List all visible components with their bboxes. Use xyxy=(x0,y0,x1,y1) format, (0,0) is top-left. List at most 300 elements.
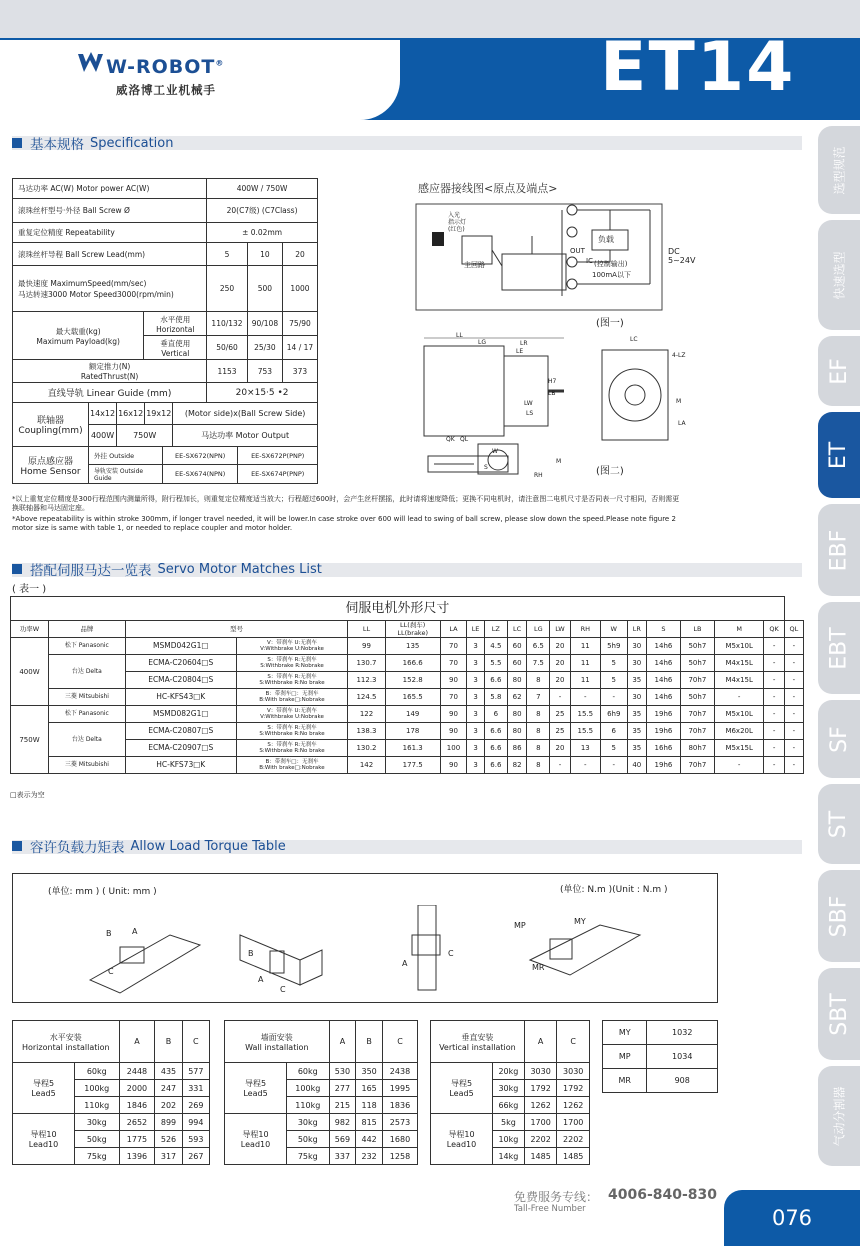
torque-cell: 2573 xyxy=(382,1114,417,1131)
brake-note-cell: S：带刹车 R:无刹车 S:Withbrake R:No brake xyxy=(236,672,348,689)
dim-cell: - xyxy=(784,706,803,723)
dim-cell: 80 xyxy=(507,723,526,740)
dim-cell: 14h6 xyxy=(647,638,681,655)
lead-cell: 导程10 Lead10 xyxy=(431,1114,493,1165)
dim-cell: 6.6 xyxy=(484,757,507,774)
brand-logo: W-ROBOT® xyxy=(106,56,225,78)
tab-et[interactable]: ET xyxy=(818,412,860,498)
load-cell: 110kg xyxy=(75,1097,120,1114)
col-header: B xyxy=(155,1021,182,1063)
torque-cell: 442 xyxy=(356,1131,383,1148)
servo-col-header: LA xyxy=(440,621,467,638)
dim-cell: 149 xyxy=(385,706,440,723)
dim-cell: 152.8 xyxy=(385,672,440,689)
dim-cell: 62 xyxy=(507,689,526,706)
torque-row xyxy=(13,1063,210,1080)
moment-mr: MR xyxy=(532,963,545,972)
dim-cell: 6.5 xyxy=(527,638,550,655)
spec-table: 马达功率 AC(W) Motor power AC(W) 400W / 750W 滚珠丝杆型号·外径 Ball Screw Ø 20(C7级) (C7Class) 重复定位精度 Repeatability ± 0.02mm 滚珠丝杆导程 Ball Screw Lead(mm) 5 10 20 最快速度 MaximumSpeed(mm/sec) 马达转速3000 Motor Speed3000(rpm/min) 250 500 1000 最大载重(kg) Maximum Payload(kg) 水平使用 Horizontal 110/132 90/108 75/90 垂直使用 Vertical 50/60 25/30 14 / 17 额定推力(N) RatedThrust(N) 1153 753 373 直线导轨 Linear Guide (mm) 20×15·5 •2 xyxy=(12,178,318,403)
sensor-table: 原点感应器 Home Sensor 外挂 Outside EE-SX672(NPN) EE-SX672P(PNP) 导轨安装 Outside Guide EE-SX674(NPN) EE-SX674P(PNP) xyxy=(12,446,318,484)
spec-section-title: 基本规格 Specification xyxy=(12,132,173,154)
torque-cell: 202 xyxy=(155,1097,182,1114)
dim-cell: 5 xyxy=(600,740,627,757)
dim-cell: - xyxy=(550,689,570,706)
dim-cell: 8 xyxy=(527,740,550,757)
dim-cell: 30 xyxy=(627,655,646,672)
vertical-torque-table xyxy=(430,1020,590,1165)
tab-sbf[interactable]: SBF xyxy=(818,870,860,962)
servo-col-header: 功率W xyxy=(11,621,49,638)
model-cell: HC-KFS73□K xyxy=(125,757,236,774)
dim-cell: 20 xyxy=(550,740,570,757)
brand-cell: 台达 Delta xyxy=(48,655,125,689)
axis-a: A xyxy=(132,927,138,936)
torque-row xyxy=(225,1063,418,1080)
note-en: *Above repeatability is within stroke 300mm, if longer travel needed, it will be lower.In case stroke over 600 will lead to swing of ball screw, please slow down the speed.Please note figure 2 motor size is same with table 1, or needed to replace coupler and motor holder. xyxy=(12,515,676,532)
load-cell: 10kg xyxy=(493,1131,525,1148)
servo-row xyxy=(11,757,804,774)
led-label: 入光 指示灯 (红色) xyxy=(448,212,467,233)
torque-cell: 530 xyxy=(329,1063,356,1080)
horiz-header: 水平安装 Horizontal installation xyxy=(13,1021,120,1063)
dim-cell: 30 xyxy=(627,689,646,706)
brake-note-cell: V：带刹车 U:无刹车 V:Withbrake U:Nobrake xyxy=(236,638,348,655)
dim-lw: LW xyxy=(524,400,533,407)
servo-row xyxy=(11,672,804,689)
moment-value: 1034 xyxy=(647,1045,718,1069)
load-cell: 30kg xyxy=(75,1114,120,1131)
dim-cell: 90 xyxy=(440,706,467,723)
col-header: A xyxy=(119,1021,155,1063)
dim-cell: 11 xyxy=(570,638,600,655)
brand-cell: 松下 Panasonic xyxy=(48,706,125,723)
servo-col-header: QK xyxy=(764,621,784,638)
load-cell: 20kg xyxy=(493,1063,525,1080)
servo-col-header: LR xyxy=(627,621,646,638)
dim-cell: 80 xyxy=(507,672,526,689)
tab-ebt[interactable]: EBT xyxy=(818,602,860,694)
servo-row xyxy=(11,689,804,706)
dim-cell: - xyxy=(714,689,764,706)
dim-cell: 142 xyxy=(348,757,386,774)
servo-col-header: LW xyxy=(550,621,570,638)
dim-cell: - xyxy=(764,655,784,672)
dim-cell: 3 xyxy=(467,757,485,774)
brand-cell: 三菱 Mitsubishi xyxy=(48,757,125,774)
torque-cell: 269 xyxy=(182,1097,209,1114)
load-cell: 50kg xyxy=(75,1131,120,1148)
dim-cell: M4x15L xyxy=(714,655,764,672)
dim-lb: LB xyxy=(548,390,556,397)
dim-cell: 70h7 xyxy=(680,757,714,774)
col-header: C xyxy=(557,1021,590,1063)
dim-cell: - xyxy=(764,706,784,723)
dim-cell: 15.5 xyxy=(570,723,600,740)
torque-cell: 1792 xyxy=(524,1080,557,1097)
torque-cell: 899 xyxy=(155,1114,182,1131)
tab-sbt[interactable]: SBT xyxy=(818,968,860,1060)
dim-cell: 90 xyxy=(440,672,467,689)
servo-col-header: QL xyxy=(784,621,803,638)
load-cell: 14kg xyxy=(493,1148,525,1165)
col-header: C xyxy=(182,1021,209,1063)
dim-cell: 178 xyxy=(385,723,440,740)
dim-cell: 6.6 xyxy=(484,723,507,740)
dim-cell: 35 xyxy=(627,723,646,740)
torque-row xyxy=(431,1114,590,1131)
dim-ls: LS xyxy=(526,410,534,417)
dim-h7: H7 xyxy=(548,378,557,385)
dim-le: LE xyxy=(516,348,524,355)
col-header: B xyxy=(356,1021,383,1063)
dim-lr: LR xyxy=(520,340,528,347)
dim-cell: 40 xyxy=(627,757,646,774)
dim-cell: 19h6 xyxy=(647,723,681,740)
torque-section-title: 容许负载力矩表 Allow Load Torque Table xyxy=(12,835,286,857)
lead-cell: 导程5 Lead5 xyxy=(431,1063,493,1114)
servo-col-header: LC xyxy=(507,621,526,638)
servo-col-header: M xyxy=(714,621,764,638)
power-cell: 750W xyxy=(11,706,49,774)
dim-cell: 8 xyxy=(527,723,550,740)
dim-cell: - xyxy=(550,757,570,774)
torque-cell: 2652 xyxy=(119,1114,155,1131)
dim-cell: 11 xyxy=(570,672,600,689)
dim-cell: 130.7 xyxy=(348,655,386,672)
header-logo-panel xyxy=(0,40,400,120)
torque-mounting-sketches xyxy=(60,905,700,1000)
dim-cell: 5h9 xyxy=(600,638,627,655)
dim-cell: - xyxy=(784,723,803,740)
torque-cell: 350 xyxy=(356,1063,383,1080)
servo-section-title: 搭配伺服马达一览表 Servo Motor Matches List xyxy=(12,558,322,580)
dim-cell: 20 xyxy=(550,655,570,672)
load-cell: 50kg xyxy=(287,1131,330,1148)
torque-cell: 577 xyxy=(182,1063,209,1080)
wall-header: 墙面安装 Wall installation xyxy=(225,1021,330,1063)
brake-note-cell: B：带刹车□：无刹车 B:With brake□:Nobrake xyxy=(236,757,348,774)
vert-axis-c: C xyxy=(448,949,454,958)
out-label: OUT xyxy=(570,247,585,255)
torque-cell: 1485 xyxy=(557,1148,590,1165)
torque-cell: 3030 xyxy=(524,1063,557,1080)
dim-cell: - xyxy=(784,740,803,757)
dim-cell: 122 xyxy=(348,706,386,723)
dim-cell: 8 xyxy=(527,706,550,723)
load-cell: 30kg xyxy=(287,1114,330,1131)
dim-cell: - xyxy=(600,689,627,706)
load-cell: 60kg xyxy=(287,1063,330,1080)
main-circuit-label: 主回路 xyxy=(464,261,485,269)
dim-cell: 6.6 xyxy=(484,672,507,689)
moment-table xyxy=(602,1020,718,1093)
servo-col-header: LE xyxy=(467,621,485,638)
brake-note-cell: V：带刹车 U:无刹车 V:Withbrake U:Nobrake xyxy=(236,706,348,723)
moment-name: MR xyxy=(603,1069,647,1093)
lead-cell: 导程5 Lead5 xyxy=(225,1063,287,1114)
torque-cell: 1262 xyxy=(524,1097,557,1114)
torque-cell: 267 xyxy=(182,1148,209,1165)
servo-row xyxy=(11,638,804,655)
torque-cell: 2202 xyxy=(557,1131,590,1148)
dim-cell: 70h7 xyxy=(680,672,714,689)
dim-cell: 70 xyxy=(440,638,467,655)
figure-1-label: (图一) xyxy=(596,318,624,329)
col-header: C xyxy=(382,1021,417,1063)
load-cell: 100kg xyxy=(287,1080,330,1097)
torque-cell: 331 xyxy=(182,1080,209,1097)
dim-cell: 3 xyxy=(467,689,485,706)
table-1-label: ( 表一 ) xyxy=(12,584,47,595)
torque-cell: 982 xyxy=(329,1114,356,1131)
torque-cell: 2438 xyxy=(382,1063,417,1080)
dim-cell: - xyxy=(764,740,784,757)
torque-cell: 1836 xyxy=(382,1097,417,1114)
dim-cell: 112.3 xyxy=(348,672,386,689)
torque-cell: 815 xyxy=(356,1114,383,1131)
dim-lc: LC xyxy=(630,336,638,343)
dim-cell: 165.5 xyxy=(385,689,440,706)
dim-cell: 50h7 xyxy=(680,638,714,655)
torque-cell: 277 xyxy=(329,1080,356,1097)
current-label: 100mA以下 xyxy=(592,271,631,279)
dim-cell: M5x10L xyxy=(714,706,764,723)
servo-col-header: 型号 xyxy=(125,621,347,638)
dim-ql: QL xyxy=(460,436,469,443)
note-cn: *以上重复定位精度是300行程范围内测量所得，附行程加长，则重复定位精度适当放大；行程超过600时，会产生丝杆摆摇，此时请将速度降低；更换不同电机时，请注意图二电机尺寸是否同表一尺寸相同，否则需更换联轴器和马达固定座。 xyxy=(12,495,680,512)
dim-cell: - xyxy=(570,757,600,774)
tab-pneumatic-divider[interactable]: 气动分割器 xyxy=(818,1066,860,1166)
dim-cell: 177.5 xyxy=(385,757,440,774)
dim-cell: 135 xyxy=(385,638,440,655)
tab-quick-select[interactable]: 快速选型 xyxy=(818,220,860,330)
dim-cell: 70 xyxy=(440,655,467,672)
dim-cell: 60 xyxy=(507,638,526,655)
sensor-diagram-title: 感应器接线图<原点及端点> xyxy=(418,182,558,195)
dim-cell: 11 xyxy=(570,655,600,672)
dim-cell: - xyxy=(570,689,600,706)
model-cell: ECMA-C20907□S xyxy=(125,740,236,757)
dim-cell: 166.6 xyxy=(385,655,440,672)
dim-cell: 25 xyxy=(550,723,570,740)
tab-selection-spec[interactable]: 选型规范 xyxy=(818,126,860,214)
servo-row xyxy=(11,655,804,672)
moment-name: MP xyxy=(603,1045,647,1069)
load-cell: 110kg xyxy=(287,1097,330,1114)
dim-cell: - xyxy=(600,757,627,774)
hotline-number: 4006-840-830 xyxy=(608,1187,718,1203)
dim-m2: M xyxy=(556,458,562,465)
col-header: A xyxy=(329,1021,356,1063)
dim-cell: M4x15L xyxy=(714,672,764,689)
servo-row xyxy=(11,706,804,723)
torque-cell: 1792 xyxy=(557,1080,590,1097)
dim-cell: 90 xyxy=(440,757,467,774)
robot-logo-icon xyxy=(76,50,110,76)
moment-value: 908 xyxy=(647,1069,718,1093)
dim-cell: 86 xyxy=(507,740,526,757)
dim-cell: 14h6 xyxy=(647,655,681,672)
dim-cell: - xyxy=(764,757,784,774)
load-cell: 100kg xyxy=(75,1080,120,1097)
hotline-en: Tall-Free Number xyxy=(514,1204,586,1214)
figure-2-label: (图二) xyxy=(596,466,624,477)
dim-lg: LG xyxy=(478,339,486,346)
dim-cell: 161.3 xyxy=(385,740,440,757)
torque-cell: 3030 xyxy=(557,1063,590,1080)
load-cell: 75kg xyxy=(75,1148,120,1165)
dim-cell: 14h6 xyxy=(647,689,681,706)
wall-axis-a: A xyxy=(258,975,264,984)
load-cell: 66kg xyxy=(493,1097,525,1114)
torque-cell: 165 xyxy=(356,1080,383,1097)
dim-cell: M5x15L xyxy=(714,740,764,757)
dim-cell: 25 xyxy=(550,706,570,723)
dim-cell: 3 xyxy=(467,638,485,655)
page-number: 076 xyxy=(724,1190,860,1246)
dim-cell: 50h7 xyxy=(680,689,714,706)
servo-caption: 伺服电机外形尺寸 xyxy=(11,597,785,621)
servo-col-header: LL xyxy=(348,621,386,638)
moment-my: MY xyxy=(574,917,586,926)
axis-b: B xyxy=(106,929,112,938)
dim-cell: - xyxy=(784,689,803,706)
torque-cell: 1995 xyxy=(382,1080,417,1097)
dim-cell: 15.5 xyxy=(570,706,600,723)
dim-cell: 5 xyxy=(600,672,627,689)
dim-cell: 20 xyxy=(550,638,570,655)
dim-cell: 5 xyxy=(600,655,627,672)
load-label: 负载 xyxy=(598,235,614,244)
dim-cell: 138.3 xyxy=(348,723,386,740)
dim-cell: - xyxy=(784,672,803,689)
dim-cell: 5.8 xyxy=(484,689,507,706)
dim-cell: - xyxy=(714,757,764,774)
dim-cell: 82 xyxy=(507,757,526,774)
torque-row xyxy=(225,1114,418,1131)
dim-cell: 70h7 xyxy=(680,723,714,740)
tab-ebf[interactable]: EBF xyxy=(818,504,860,596)
torque-cell: 2448 xyxy=(119,1063,155,1080)
dim-cell: 70h7 xyxy=(680,706,714,723)
horizontal-torque-table xyxy=(12,1020,210,1165)
dim-rh: RH xyxy=(534,472,543,479)
lead-cell: 导程10 Lead10 xyxy=(225,1114,287,1165)
dim-cell: 60 xyxy=(507,655,526,672)
dim-cell: 5.5 xyxy=(484,655,507,672)
unit-nm: (单位: N.m )(Unit : N.m ) xyxy=(560,885,668,895)
dim-cell: 6 xyxy=(600,723,627,740)
dim-cell: 80 xyxy=(507,706,526,723)
dim-cell: 70 xyxy=(440,689,467,706)
moment-mp: MP xyxy=(514,921,526,930)
load-cell: 75kg xyxy=(287,1148,330,1165)
coupling-table: 联轴器 Coupling(mm) 14x12 16x12 19x12 (Motor side)x(Ball Screw Side) 400W 750W 马达功率 Motor Output xyxy=(12,402,318,447)
brake-note-cell: B：带刹车□：无刹车 B:With brake□:Nobrake xyxy=(236,689,348,706)
col-header: A xyxy=(524,1021,557,1063)
dim-cell: 3 xyxy=(467,740,485,757)
ic-label: IC xyxy=(586,257,593,265)
dim-cell: 99 xyxy=(348,638,386,655)
torque-cell: 526 xyxy=(155,1131,182,1148)
dim-cell: 19h6 xyxy=(647,706,681,723)
torque-cell: 569 xyxy=(329,1131,356,1148)
torque-cell: 337 xyxy=(329,1148,356,1165)
dim-ll: LL xyxy=(456,332,463,339)
servo-col-header: 品牌 xyxy=(48,621,125,638)
dim-cell: 13 xyxy=(570,740,600,757)
dim-cell: 6h9 xyxy=(600,706,627,723)
servo-col-header: S xyxy=(647,621,681,638)
torque-cell: 215 xyxy=(329,1097,356,1114)
dim-cell: 124.5 xyxy=(348,689,386,706)
dim-cell: 8 xyxy=(527,672,550,689)
vert-header: 垂直安装 Vertical installation xyxy=(431,1021,525,1063)
brand-cn: 威洛博工业机械手 xyxy=(116,83,216,97)
servo-table xyxy=(10,596,804,774)
servo-col-header: RH xyxy=(570,621,600,638)
dim-w: W xyxy=(492,448,498,455)
tab-st[interactable]: ST xyxy=(818,784,860,864)
servo-col-header: LL(刹车) LL(brake) xyxy=(385,621,440,638)
dim-cell: - xyxy=(784,655,803,672)
dim-cell: 20 xyxy=(550,672,570,689)
servo-row xyxy=(11,723,804,740)
torque-cell: 435 xyxy=(155,1063,182,1080)
moment-value: 1032 xyxy=(647,1021,718,1045)
dim-cell: - xyxy=(784,638,803,655)
dim-4lz: 4-LZ xyxy=(672,352,686,359)
control-output-label: (控制输出) xyxy=(594,260,628,268)
torque-cell: 593 xyxy=(182,1131,209,1148)
dim-cell: M5x10L xyxy=(714,638,764,655)
torque-row xyxy=(431,1063,590,1080)
load-cell: 60kg xyxy=(75,1063,120,1080)
dim-cell: 7.5 xyxy=(527,655,550,672)
dim-cell: 80h7 xyxy=(680,740,714,757)
wall-axis-c: C xyxy=(280,985,286,994)
dim-cell: 16h6 xyxy=(647,740,681,757)
torque-cell: 317 xyxy=(155,1148,182,1165)
torque-cell: 1700 xyxy=(557,1114,590,1131)
brand-cell: 松下 Panasonic xyxy=(48,638,125,655)
torque-cell: 1846 xyxy=(119,1097,155,1114)
model-cell: ECMA-C20604□S xyxy=(125,655,236,672)
dim-qk: QK xyxy=(446,436,455,443)
unit-mm: (单位: mm ) ( Unit: mm ) xyxy=(48,887,157,897)
dim-cell: - xyxy=(764,638,784,655)
dim-cell: - xyxy=(764,672,784,689)
dc-volt-label: 5~24V xyxy=(668,256,696,265)
load-cell: 30kg xyxy=(493,1080,525,1097)
dim-cell: 130.2 xyxy=(348,740,386,757)
wall-torque-table xyxy=(224,1020,418,1165)
dim-cell: 3 xyxy=(467,672,485,689)
dim-cell: 19h6 xyxy=(647,757,681,774)
tab-sf[interactable]: SF xyxy=(818,700,860,778)
motor-dimension-drawing xyxy=(414,330,694,485)
dim-cell: 35 xyxy=(627,672,646,689)
dc-label: DC xyxy=(668,247,680,256)
model-cell: MSMD082G1□ xyxy=(125,706,236,723)
servo-col-header: LB xyxy=(680,621,714,638)
dim-cell: 6 xyxy=(484,706,507,723)
model-cell: ECMA-C20807□S xyxy=(125,723,236,740)
servo-col-header: W xyxy=(600,621,627,638)
dim-cell: 100 xyxy=(440,740,467,757)
dim-cell: - xyxy=(784,757,803,774)
tab-ef[interactable]: EF xyxy=(818,336,860,406)
